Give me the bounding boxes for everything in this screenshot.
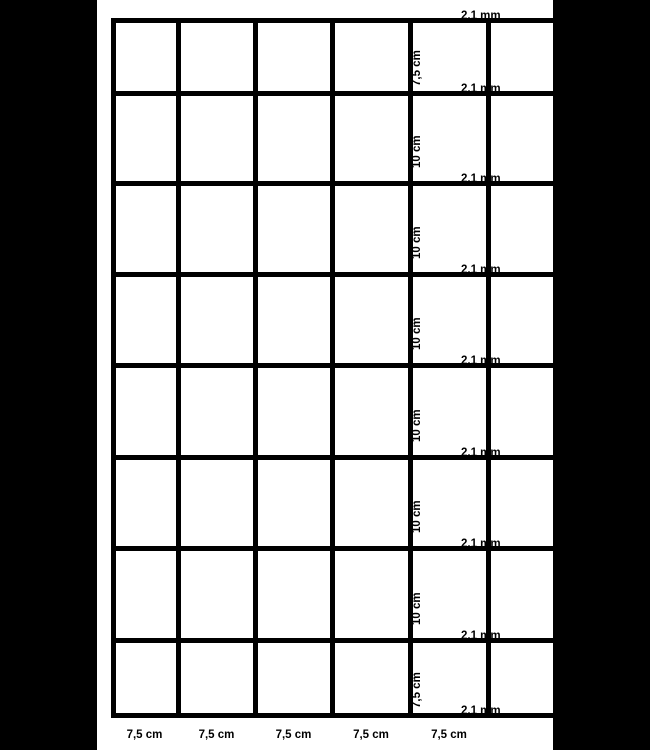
vertical-wire (111, 18, 116, 718)
column-width-label: 7,5 cm (353, 729, 389, 741)
vertical-wire (330, 18, 335, 718)
row-spacing-label: 10 cm (411, 500, 423, 533)
wire-thickness-label: 2,1 mm (461, 630, 501, 642)
wire-thickness-label: 2,1 mm (461, 538, 501, 550)
vertical-wire (176, 18, 181, 718)
row-spacing-label: 10 cm (411, 226, 423, 259)
wire-thickness-label: 2,1 mm (461, 10, 501, 22)
column-width-label: 7,5 cm (126, 729, 163, 741)
column-width-label: 7,5 cm (431, 729, 467, 741)
wire-thickness-label: 2,1 mm (461, 173, 501, 185)
vertical-wire (486, 18, 491, 718)
mesh-grid (97, 0, 553, 750)
column-width-label: 7,5 cm (275, 729, 312, 741)
row-spacing-label: 10 cm (411, 592, 423, 625)
vertical-wire (253, 18, 258, 718)
wire-thickness-label: 2,1 mm (461, 705, 501, 717)
row-spacing-label: 7,5 cm (411, 672, 423, 708)
row-spacing-label: 7,5 cm (411, 50, 423, 86)
row-spacing-label: 10 cm (411, 135, 423, 168)
wire-thickness-label: 2,1 mm (461, 264, 501, 276)
wire-thickness-label: 2,1 mm (461, 447, 501, 459)
row-spacing-label: 10 cm (411, 317, 423, 350)
wire-thickness-label: 2,1 mm (461, 355, 501, 367)
row-spacing-label: 10 cm (411, 409, 423, 442)
mesh-canvas (97, 0, 553, 750)
wire-thickness-label: 2,1 mm (461, 83, 501, 95)
column-width-label: 7,5 cm (198, 729, 235, 741)
